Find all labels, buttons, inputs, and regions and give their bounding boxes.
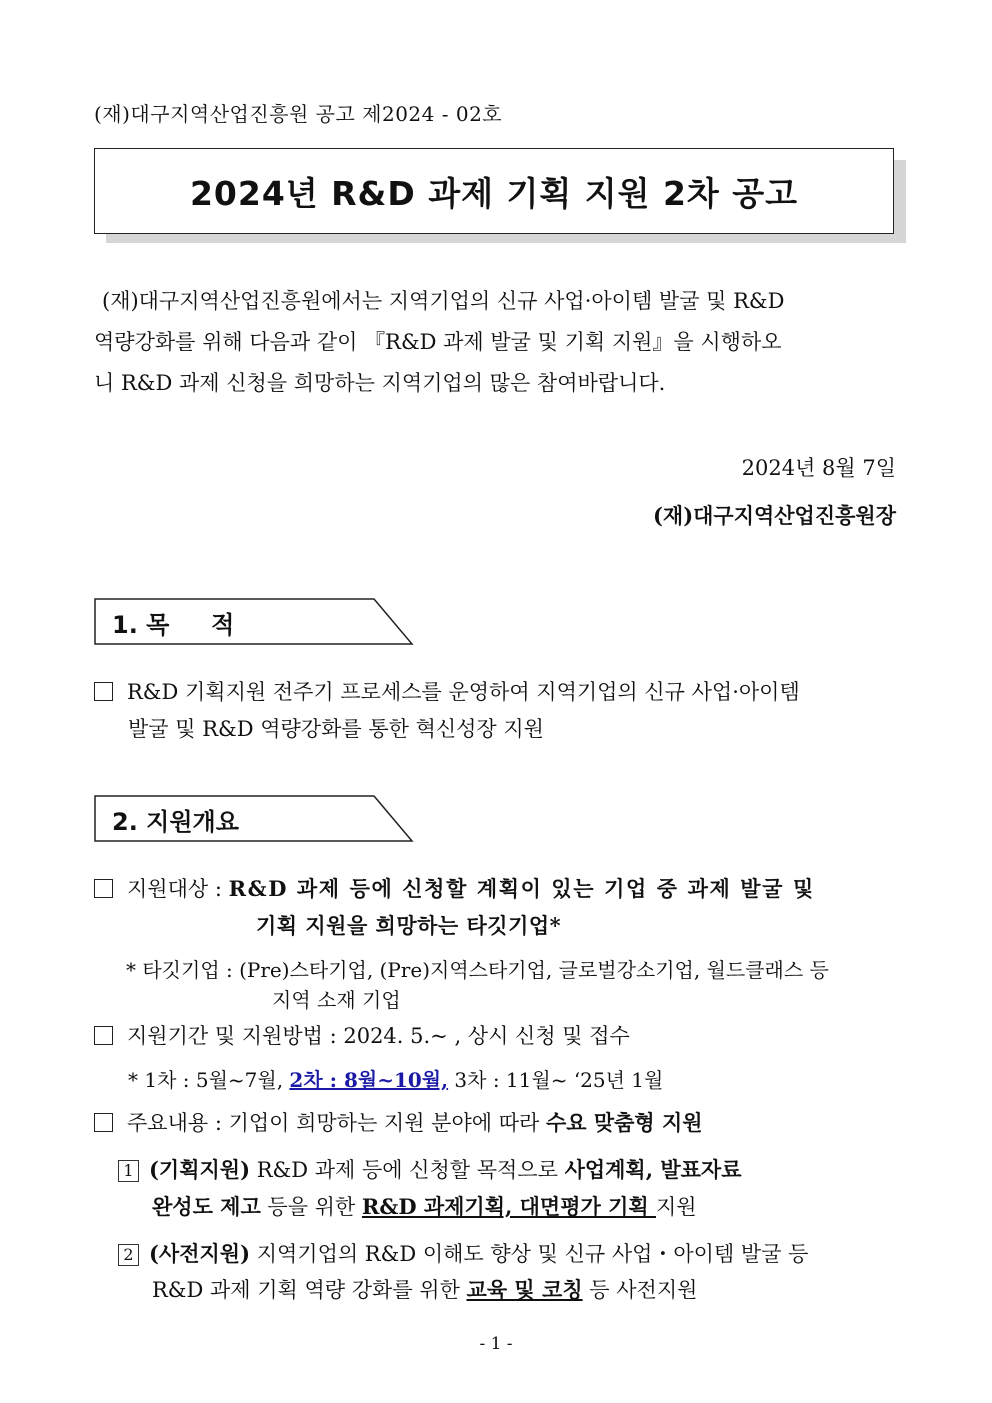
target-note-label: * 타깃기업 :: [126, 958, 240, 982]
square-bullet-icon: [94, 1113, 113, 1132]
section-title: 1. 목 적: [112, 611, 235, 639]
period-round-3: 3차 : 11월~ ‘25년 1월: [448, 1068, 664, 1092]
notice-number: (재)대구지역산업진흥원 공고 제2024 - 02호: [94, 102, 503, 126]
target-text-cont: [256, 910, 561, 940]
square-bullet-icon: [94, 682, 113, 701]
period-round-2: 2차 : 8월~10월,: [289, 1068, 449, 1092]
target-text: 기획 지원을 희망하는 타깃기업*: [256, 913, 562, 938]
sub-item-text: 지역기업의 R&D 이해도 향상 및 신규 사업・아이템 발굴 등: [250, 1242, 809, 1266]
page-number: - 1 -: [479, 1334, 513, 1354]
sub-item-text: 지원: [655, 1195, 697, 1219]
target-item: [94, 873, 815, 903]
sub-item-text: 등을 위한: [260, 1195, 362, 1219]
period-note: [128, 1064, 663, 1093]
sub-item-label: (기획지원): [149, 1157, 251, 1182]
sub-item-pre-support-cont: [152, 1274, 697, 1304]
purpose-item: [94, 676, 800, 706]
purpose-text: R&D 기획지원 전주기 프로세스를 운영하여 지역기업의 신규 사업·아이템: [127, 680, 800, 704]
section-heading-purpose: [94, 598, 414, 646]
sub-item-planning: [118, 1154, 742, 1184]
purpose-item-cont: 발굴 및 R&D 역량강화를 통한 혁신성장 지원: [128, 717, 544, 741]
number-box-icon: 2: [118, 1244, 139, 1266]
content-item: [94, 1107, 703, 1137]
square-bullet-icon: [94, 1026, 113, 1045]
section-heading-overview: [94, 795, 414, 843]
document-title: 2024년 R&D 과제 기획 지원 2차 공고: [189, 173, 799, 213]
sub-item-underlined: R&D 과제기획, 대면평가 기획: [361, 1194, 656, 1219]
sub-item-underlined: 교육 및 코칭: [466, 1277, 583, 1302]
target-text: R&D 과제 등에 신청할 계획이 있는 기업 중 과제 발굴 및: [228, 876, 815, 901]
signer: (재)대구지역산업진흥원장: [652, 503, 896, 528]
target-label: 지원대상 :: [127, 877, 229, 901]
intro-line: 니 R&D 과제 신청을 희망하는 지역기업의 많은 참여바랍니다.: [94, 371, 666, 395]
target-note-cont: 지역 소재 기업: [272, 988, 401, 1012]
sub-item-text: R&D 과제 등에 신청할 목적으로: [250, 1158, 565, 1182]
issue-date: 2024년 8월 7일: [741, 456, 896, 480]
intro-line: (재)대구지역산업진흥원에서는 지역기업의 신규 사업·아이템 발굴 및 R&D: [102, 289, 785, 313]
content-emphasis: 수요 맞춤형 지원: [545, 1110, 703, 1135]
sub-item-emphasis: 사업계획, 발표자료: [564, 1157, 742, 1182]
sub-item-emphasis: 완성도 제고: [152, 1194, 261, 1219]
sub-item-text: R&D 과제 기획 역량 강화를 위한: [152, 1278, 467, 1302]
sub-item-planning-cont: [152, 1191, 697, 1221]
sub-item-label: (사전지원): [149, 1241, 251, 1266]
period-round-1: * 1차 : 5월~7월,: [128, 1068, 290, 1092]
sub-item-pre-support: [118, 1238, 808, 1268]
target-note-text: (Pre)스타기업, (Pre)지역스타기업, 글로벌강소기업, 월드클래스 등: [239, 958, 829, 982]
number-box-icon: 1: [118, 1160, 139, 1182]
sub-item-text: 등 사전지원: [582, 1278, 698, 1302]
period-item: [94, 1020, 630, 1050]
content-text: 주요내용 : 기업이 희망하는 지원 분야에 따라: [127, 1111, 546, 1135]
target-note: [126, 954, 829, 983]
title-box: [94, 148, 894, 234]
period-text: 지원기간 및 지원방법 : 2024. 5.~ , 상시 신청 및 접수: [127, 1024, 630, 1048]
square-bullet-icon: [94, 879, 113, 898]
intro-line: 역량강화를 위해 다음과 같이 『R&D 과제 발굴 및 기획 지원』을 시행하오: [94, 330, 782, 354]
intro-paragraph: [94, 281, 896, 404]
section-title: 2. 지원개요: [112, 808, 239, 836]
